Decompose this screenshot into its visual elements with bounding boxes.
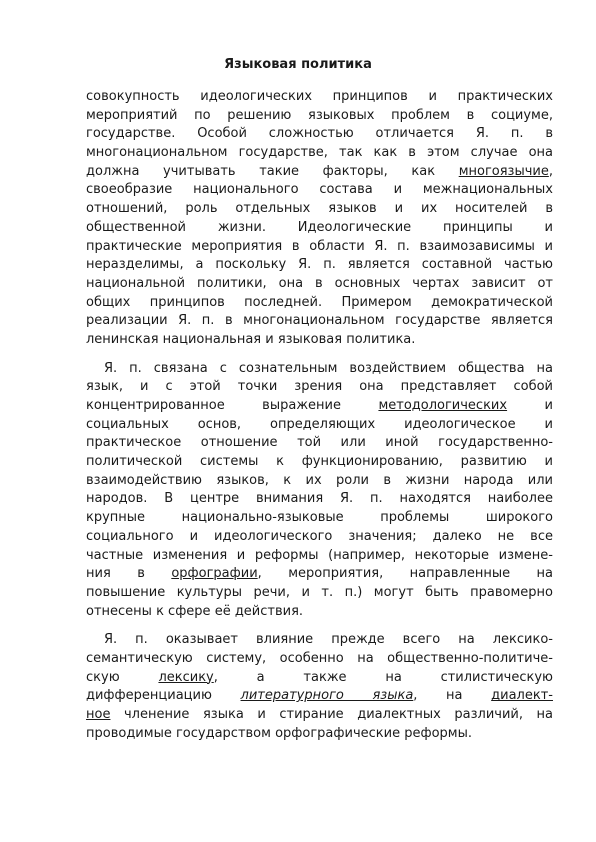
text-run: семантическую систему, особенно на общественно-политиче- [86, 650, 553, 666]
text-line [86, 725, 553, 744]
term-link[interactable]: литературного языка [240, 688, 414, 704]
paragraph [86, 631, 553, 743]
text-run: отношений, роль отдельных языков и их носителей в [86, 201, 553, 217]
paragraph [86, 88, 553, 350]
text-line [86, 238, 553, 257]
text-run: , мероприятия, направленные на [257, 566, 553, 582]
text-run: проводимые государством орфографические реформы. [86, 725, 472, 741]
term-link[interactable]: лексику [158, 669, 214, 685]
text-run: ленинская национальная и языковая политика. [86, 331, 416, 347]
text-line [86, 416, 553, 435]
text-run: , а также на стилистическую [213, 669, 553, 685]
page-title: Языковая политика [224, 57, 372, 72]
text-line [86, 687, 553, 706]
text-line [86, 256, 553, 275]
text-run: политической системы к функционированию, развитию и [86, 454, 553, 470]
text-run: практическое отношение той или иной государственно- [86, 435, 553, 451]
text-run: скую [86, 669, 159, 685]
text-line [86, 547, 553, 566]
text-line [86, 603, 553, 622]
text-run: должна учитывать такие факторы, как [86, 163, 459, 179]
text-run: повышение культуры речи, и т. п.) могут быть правомерно [86, 584, 553, 600]
text-line [86, 528, 553, 547]
text-run: отнесены к сфере её действия. [86, 603, 304, 619]
text-run: общественной жизни. Идеологические принципы и [86, 219, 553, 235]
text-line [86, 88, 553, 107]
text-run: социального и идеологического значения; далеко не все [86, 528, 553, 544]
term-link[interactable]: многоязычие [458, 163, 549, 179]
text-line [86, 565, 553, 584]
text-run: мероприятий по решению языковых проблем в социуме, [86, 107, 553, 123]
text-run: , [548, 163, 553, 179]
text-run: частные изменения и реформы (например, некоторые измене- [86, 547, 553, 563]
text-line [86, 650, 553, 669]
text-line [86, 472, 553, 491]
text-line [86, 181, 553, 200]
text-run: ния в [86, 566, 172, 582]
text-line [86, 219, 553, 238]
text-run: членение языка и стирание диалектных различий, на [110, 707, 553, 722]
text-line [86, 397, 553, 416]
text-run: реализации Я. п. в многонациональном государстве является [86, 313, 553, 329]
text-run: практические мероприятия в области Я. п. взаимозависимы и [86, 238, 553, 254]
text-run: Я. п. связана с сознательным воздействием общества на [104, 360, 553, 376]
text-line [86, 331, 553, 350]
text-line [86, 294, 553, 313]
text-run: общих принципов последней. Примером демократической [86, 294, 553, 310]
term-link[interactable]: методологических [378, 398, 508, 413]
term-link[interactable]: диалект- [491, 688, 553, 704]
text-line [86, 312, 553, 331]
text-run: крупные национально-языковые проблемы широкого [86, 510, 553, 526]
text-run: национальной политики, она в основных чертах зависит от [86, 275, 553, 291]
text-line [86, 509, 553, 528]
document-body [86, 88, 553, 753]
text-line [86, 631, 553, 650]
text-line [86, 669, 553, 688]
text-line [86, 200, 553, 219]
text-line [86, 453, 553, 472]
term-link[interactable]: ное [86, 707, 111, 722]
paragraph [86, 360, 553, 622]
text-run: взаимодействию языков, к их роли в жизни народа или [86, 472, 553, 488]
text-run: многонациональном государстве, так как в этом случае она [86, 145, 553, 161]
text-line [86, 275, 553, 294]
text-line [86, 107, 553, 126]
term-link[interactable]: орфографии [171, 566, 258, 582]
text-line [86, 434, 553, 453]
text-run: , на [413, 688, 492, 704]
text-line [86, 144, 553, 163]
text-line [86, 490, 553, 509]
text-run: народов. В центре внимания Я. п. находятся наиболее [86, 491, 553, 507]
text-line [86, 378, 553, 397]
text-line [86, 125, 553, 144]
text-run: неразделимы, а поскольку Я. п. является составной частью [86, 257, 553, 273]
text-run: государстве. Особой сложностью отличается Я. п. в [86, 126, 553, 142]
text-line [86, 584, 553, 603]
text-line [86, 706, 553, 725]
text-run: своеобразие национального состава и межнациональных [86, 182, 553, 198]
text-run: дифференциацию [86, 688, 241, 704]
text-run: Я. п. оказывает влияние прежде всего на лексико- [104, 632, 553, 648]
text-line [86, 360, 553, 379]
text-run: совокупность идеологических принципов и практических [86, 89, 553, 104]
text-run: социальных основ, определяющих идеологическое и [86, 416, 553, 432]
text-run: язык, и с этой точки зрения она представляет собой [86, 379, 553, 395]
text-run: концентрированное выражение [86, 398, 379, 413]
text-line [86, 163, 553, 182]
text-run: и [507, 398, 553, 413]
